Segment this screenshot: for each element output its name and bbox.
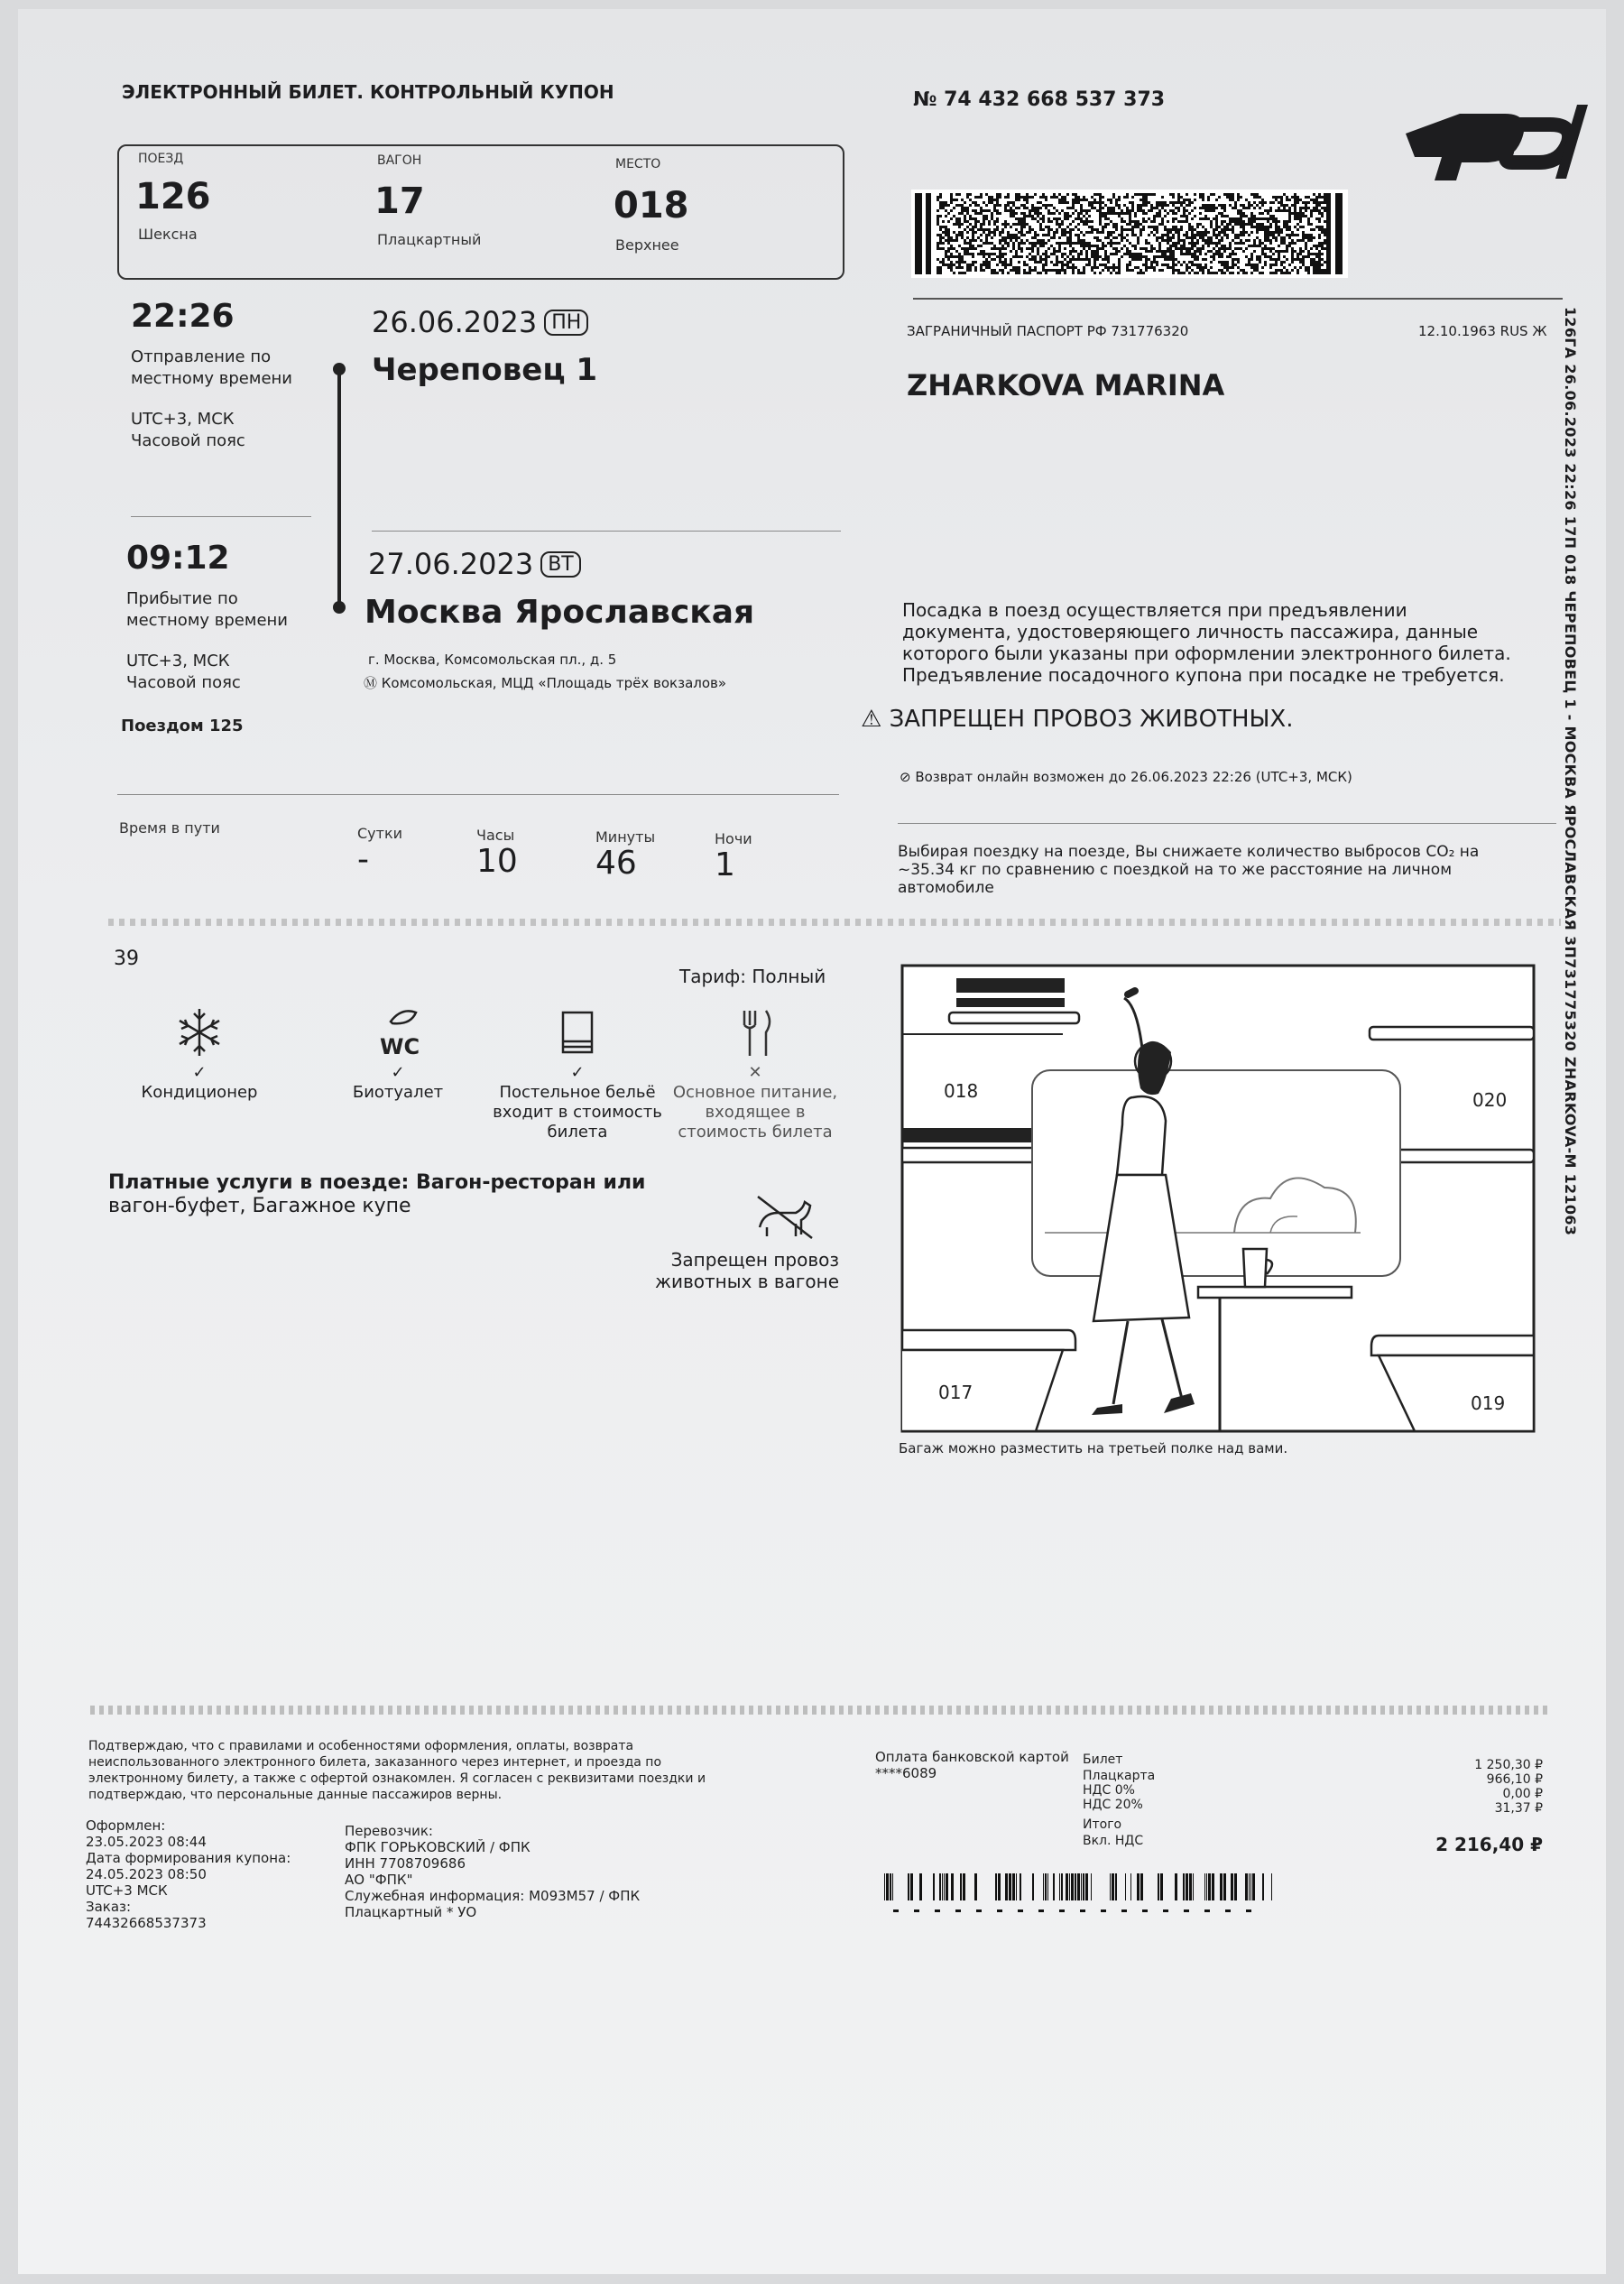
qr-barcode bbox=[911, 190, 1348, 278]
ticket-sheet: ЭЛЕКТРОННЫЙ БИЛЕТ. КОНТРОЛЬНЫЙ КУПОН № 74 432 668 537 373 ПОЕЗД 126 Шексна ВАГОН 17 Плацкартный МЕСТО 018 Верхнее 22:26 Отправление по местному времени UTC+3, МСК Часовой пояс 26.06.2023 ПН Череповец 1 09:12 Прибытие по местному времени UTC+3, МСК Часовой пояс Поездом 125 27.06.2023 ВТ Москва Ярославская г. Москва, Комсомольская пл., д. 5 Ⓜ Комсомольская, МЦД «Площадь трёх вокзалов» Время в пути Сутки - Часы 10 Минуты 46 Ночи 1 ЗАГРАНИЧНЫЙ ПАСПОРТ РФ 731776320 12.10.1963 RUS Ж ZHARKOVA MARINA Посадка в поезд осуществляется при предъявлении документа, удостоверяющего личность пассажира, данные которого были указаны при оформлении электронного билета. Предъявление посадочного купона при посадке не требуется. ⚠ ЗАПРЕЩЕН ПРОВОЗ ЖИВОТНЫХ. ⊘ Возврат онлайн возможен до 26.06.2023 22:26 (UTC+3, МСК) Выбирая поездку на поезде, Вы снижаете количество выбросов CO₂ на ~35.34 кг по сравнению с поездкой на то же расстояние на личном автомобиле 39 Тариф: Полный ✓ Кондиционер WC ✓ Биотуалет ✓ Постельное бельё входит в стоимость билета ✕ Основное питание, входящее в стоимость билета Платные услуги в поезде: Вагон-ресторан или вагон-буфет, Багажное купе Запрещен провоз животных в вагоне 018 020 017 019 Багаж можно разместить на третьей полке над вами. 126ГА 26.06.2023 22:26 17П 018 ЧЕРЕПОВЕЦ 1 - МОСКВА ЯРОСЛАВСКАЯ 3П731775320 ZHARKOVA-M 121063 Подтверждаю, что с правилами и особенностями оформления, оплаты, возврата неиспользованного электронного билета, заказанного через интернет, и проезда по электронному билету, а также с офертой ознакомлен. Я согласен с реквизитами поездки и подтверждаю, что персональные данные пассажиров верны. Оформлен: 23.05.2023 08:44 Дата формирования купона: 24.05.2023 08:50 UTC+3 МСК Заказ: 74432668537373 Перевозчик: ФПК ГОРЬКОВСКИЙ / ФПК ИНН 7708709686 АО "ФПК" Служебная информация: М093М57 / ФПК Плацкартный * УО Оплата банковской картой ****6089 Билет 1 250,30 ₽ Плацкарта 966,10 ₽ НДС 0% 0,00 ₽ НДС 20% 31,37 ₽ Итого Вкл. НДС 2 216,40 ₽ bbox=[18, 9, 1606, 2274]
warning-icon: ⚠ bbox=[861, 706, 890, 733]
seat-020-label: 020 bbox=[1472, 1089, 1508, 1111]
vertical-ticket-code: 126ГА 26.06.2023 22:26 17П 018 ЧЕРЕПОВЕЦ 1 - МОСКВА ЯРОСЛАВСКАЯ 3П731775320 ZHARKOVA-M 121063 bbox=[1562, 307, 1579, 1236]
agreement-text: Подтверждаю, что с правилами и особенностями оформления, оплаты, возврата неиспользованного электронного билета, заказанного через интернет, и проезда по электронному билету, а также с офертой ознакомлен. Я согласен с реквизитами поездки и подтверждаю, что персональные данные пассажиров верны. bbox=[88, 1739, 706, 1802]
arrival-date: 27.06.2023 ВТ bbox=[368, 547, 581, 581]
arrival-time-note: Прибытие по местному времени bbox=[126, 589, 288, 630]
cutlery-icon bbox=[728, 1005, 782, 1059]
seat-type: Верхнее bbox=[615, 236, 679, 254]
travel-time-label: Время в пути bbox=[119, 819, 220, 837]
hours-label: Часы bbox=[476, 827, 515, 844]
service-air-conditioning bbox=[114, 1005, 285, 1103]
arrival-tz: UTC+3, МСК bbox=[126, 652, 230, 670]
days-label: Сутки bbox=[357, 825, 403, 842]
seat-number: 018 bbox=[614, 185, 689, 227]
train-name: Шексна bbox=[138, 226, 198, 243]
car-label: ВАГОН bbox=[377, 153, 422, 168]
departure-date: 26.06.2023 ПН bbox=[372, 305, 588, 339]
perforation bbox=[90, 1706, 1552, 1715]
divider bbox=[913, 298, 1563, 300]
perforation bbox=[108, 919, 1561, 926]
arrival-time: 09:12 bbox=[126, 540, 230, 577]
ticket-price: 1 250,30 ₽ bbox=[1474, 1758, 1543, 1772]
arrival-address: г. Москва, Комсомольская пл., д. 5 bbox=[368, 652, 617, 668]
service-label: Постельное бельё входит в стоимость билета bbox=[493, 1083, 662, 1142]
issue-info: Оформлен: 23.05.2023 08:44 Дата формирования купона: 24.05.2023 08:50 UTC+3 МСК Заказ: 74432668537373 bbox=[86, 1817, 291, 1931]
nights-label: Ночи bbox=[715, 830, 752, 847]
service-label: Основное питание, входящее в стоимость билета bbox=[672, 1083, 838, 1142]
service-mark: ✓ bbox=[192, 1063, 207, 1082]
vat20-price: 31,37 ₽ bbox=[1494, 1801, 1543, 1816]
linen-icon bbox=[550, 1005, 604, 1059]
service-label: Биотуалет bbox=[352, 1083, 444, 1102]
arrival-station: Москва Ярославская bbox=[364, 594, 755, 631]
animals-warning: ⚠ ЗАПРЕЩЕН ПРОВОЗ ЖИВОТНЫХ. bbox=[861, 706, 1294, 733]
departure-tz-note: Часовой пояс bbox=[131, 431, 245, 450]
refund-note: ⊘ Возврат онлайн возможен до 26.06.2023 22:26 (UTC+3, МСК) bbox=[900, 769, 1352, 785]
arrival-day-of-week: ВТ bbox=[540, 551, 581, 578]
ticket-title: ЭЛЕКТРОННЫЙ БИЛЕТ. КОНТРОЛЬНЫЙ КУПОН bbox=[122, 81, 614, 103]
route-line bbox=[337, 370, 341, 606]
train-info-box bbox=[117, 144, 844, 280]
passenger-name: ZHARKOVA MARINA bbox=[907, 368, 1225, 402]
arrival-metro: Ⓜ Комсомольская, МЦД «Площадь трёх вокзалов» bbox=[364, 675, 727, 691]
vat0-price: 0,00 ₽ bbox=[1502, 1787, 1543, 1801]
minutes-value: 46 bbox=[595, 845, 637, 882]
passenger-document: ЗАГРАНИЧНЫЙ ПАСПОРТ РФ 731776320 bbox=[907, 323, 1189, 339]
days-value: - bbox=[357, 841, 369, 878]
car-illustration bbox=[891, 962, 1541, 1435]
departure-station: Череповец 1 bbox=[372, 352, 598, 388]
arrival-tz-note: Часовой пояс bbox=[126, 673, 241, 692]
departure-time-note: Отправление по местному времени bbox=[131, 347, 292, 388]
svg-text:WC: WC bbox=[380, 1034, 420, 1059]
boarding-notice: Посадка в поезд осуществляется при предъявлении документа, удостоверяющего личность пассажира, данные которого были указаны при оформлении электронного билета. Предъявление посадочного купона при посадке не требуется. bbox=[902, 599, 1511, 686]
passenger-birth: 12.10.1963 RUS Ж bbox=[1418, 323, 1547, 339]
train-number: 126 bbox=[135, 176, 211, 217]
train-label: ПОЕЗД bbox=[138, 152, 184, 166]
rzd-logo bbox=[1397, 97, 1595, 188]
route-end-dot bbox=[333, 601, 346, 614]
service-label: Кондиционер bbox=[141, 1083, 258, 1102]
no-entry-icon: ⊘ bbox=[900, 769, 916, 785]
seat-019-label: 019 bbox=[1471, 1392, 1506, 1414]
departure-tz: UTC+3, МСК bbox=[131, 410, 235, 429]
hours-value: 10 bbox=[476, 843, 518, 880]
arrival-by-train: Поездом 125 bbox=[121, 717, 244, 735]
snowflake-icon bbox=[172, 1005, 226, 1059]
nights-value: 1 bbox=[715, 846, 735, 883]
bottom-barcode bbox=[884, 1873, 1278, 1919]
paid-services: Платные услуги в поезде: Вагон-ресторан или вагон-буфет, Багажное купе bbox=[108, 1171, 646, 1217]
departure-day-of-week: ПН bbox=[544, 310, 588, 336]
divider bbox=[117, 794, 839, 795]
service-mark: ✓ bbox=[570, 1063, 585, 1082]
eco-note: Выбирая поездку на поезде, Вы снижаете количество выбросов CO₂ на ~35.34 кг по сравнению с поездкой на то же расстояние на личном автомобиле bbox=[898, 843, 1480, 897]
illustration-caption: Багаж можно разместить на третьей полке над вами. bbox=[899, 1440, 1288, 1456]
service-linen bbox=[492, 1005, 663, 1142]
divider bbox=[131, 516, 311, 517]
departure-time: 22:26 bbox=[131, 298, 235, 335]
service-mark: ✓ bbox=[391, 1063, 405, 1082]
wc-icon bbox=[371, 1005, 425, 1059]
platz-price: 966,10 ₽ bbox=[1486, 1772, 1543, 1787]
no-animals-icon bbox=[751, 1191, 817, 1242]
payment-info: Оплата банковской картой ****6089 bbox=[875, 1749, 1069, 1781]
seat-017-label: 017 bbox=[938, 1382, 973, 1403]
seat-018-label: 018 bbox=[944, 1080, 979, 1102]
total-price: 2 216,40 ₽ bbox=[1435, 1834, 1543, 1855]
service-meals bbox=[669, 1005, 841, 1142]
divider bbox=[898, 823, 1556, 824]
car-number: 17 bbox=[374, 180, 425, 222]
carrier-info: Перевозчик: ФПК ГОРЬКОВСКИЙ / ФПК ИНН 7708709686 АО "ФПК" Служебная информация: М093М57 / ФПК Плацкартный * УО bbox=[345, 1823, 641, 1920]
service-mark: ✕ bbox=[748, 1063, 762, 1082]
no-animals-note: Запрещен провоз животных в вагоне bbox=[654, 1249, 839, 1292]
service-toilet bbox=[312, 1005, 484, 1103]
divider bbox=[372, 531, 841, 532]
service-code: 39 bbox=[114, 948, 139, 970]
ticket-number: № 74 432 668 537 373 bbox=[913, 88, 1166, 111]
minutes-label: Минуты bbox=[595, 828, 656, 846]
tariff: Тариф: Полный bbox=[679, 966, 826, 987]
car-type: Плацкартный bbox=[377, 231, 482, 248]
seat-label: МЕСТО bbox=[615, 157, 661, 171]
